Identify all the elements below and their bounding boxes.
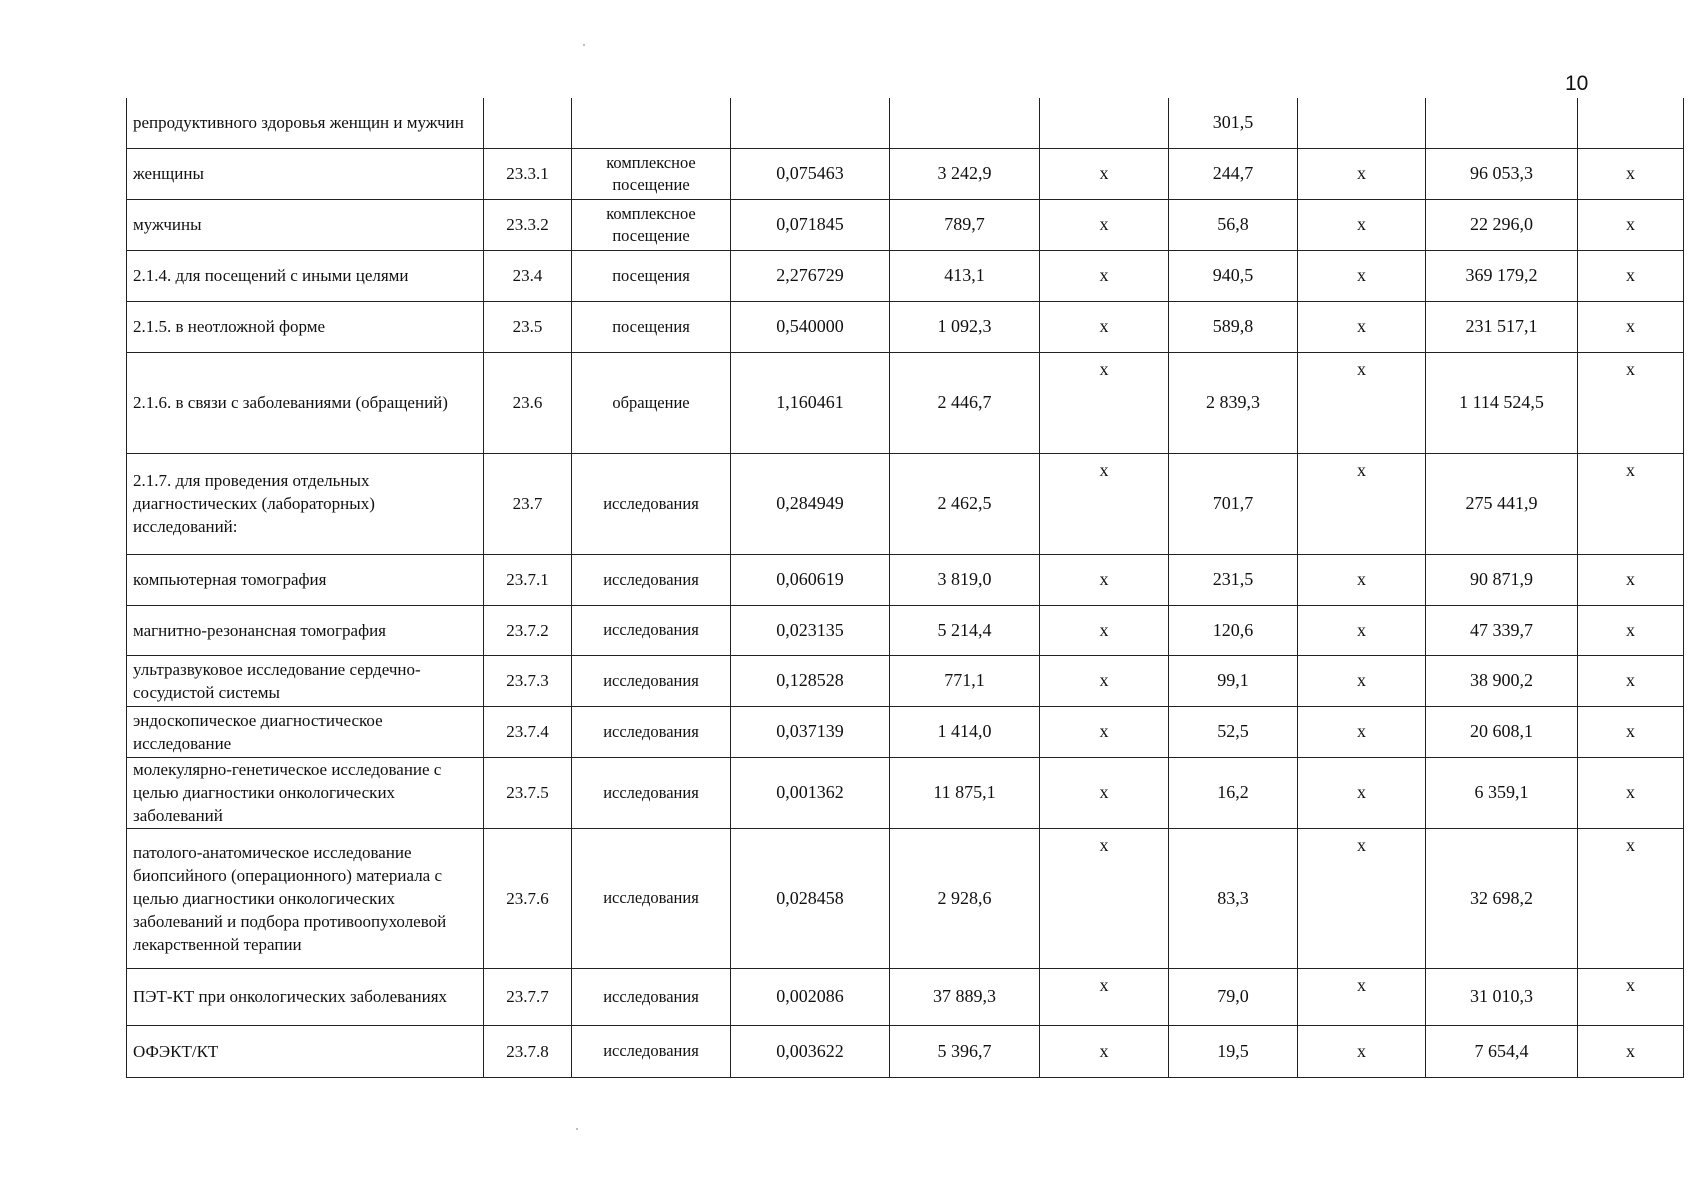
row-total: 275 441,9 xyxy=(1426,453,1578,554)
row-code: 23.6 xyxy=(484,352,572,453)
row-x3: х xyxy=(1578,706,1684,757)
row-code: 23.3.2 xyxy=(484,199,572,250)
table-row xyxy=(127,605,1684,655)
row-value: 2 839,3 xyxy=(1169,352,1298,453)
page-number: 10 xyxy=(1565,72,1589,95)
row-name: эндоскопическое диагностическое исследование xyxy=(127,706,484,757)
row-x1: х xyxy=(1040,250,1169,301)
row-cost: 2 446,7 xyxy=(890,352,1040,453)
row-total: 38 900,2 xyxy=(1426,655,1578,706)
row-x3 xyxy=(1578,98,1684,148)
row-value: 52,5 xyxy=(1169,706,1298,757)
table-row xyxy=(127,301,1684,352)
row-unit: исследования xyxy=(572,554,731,605)
row-cost: 413,1 xyxy=(890,250,1040,301)
row-norm: 0,037139 xyxy=(731,706,890,757)
row-x1: х xyxy=(1040,352,1169,453)
row-value: 99,1 xyxy=(1169,655,1298,706)
row-unit: исследования xyxy=(572,968,731,1025)
row-x1: х xyxy=(1040,301,1169,352)
row-total: 96 053,3 xyxy=(1426,148,1578,199)
row-x2: х xyxy=(1298,148,1426,199)
table-row xyxy=(127,655,1684,706)
row-unit xyxy=(572,98,731,148)
row-cost: 1 414,0 xyxy=(890,706,1040,757)
row-x3: х xyxy=(1578,352,1684,453)
row-unit: комплексное посещение xyxy=(572,148,731,199)
row-x3: х xyxy=(1578,554,1684,605)
row-total: 231 517,1 xyxy=(1426,301,1578,352)
row-total: 90 871,9 xyxy=(1426,554,1578,605)
row-value: 120,6 xyxy=(1169,605,1298,655)
row-x3: х xyxy=(1578,250,1684,301)
row-norm: 0,071845 xyxy=(731,199,890,250)
table-row xyxy=(127,706,1684,757)
row-unit: исследования xyxy=(572,757,731,828)
row-name: женщины xyxy=(127,148,484,199)
row-value: 301,5 xyxy=(1169,98,1298,148)
row-cost: 2 462,5 xyxy=(890,453,1040,554)
row-x2: х xyxy=(1298,1025,1426,1077)
row-norm: 0,128528 xyxy=(731,655,890,706)
row-norm: 0,060619 xyxy=(731,554,890,605)
row-x3: х xyxy=(1578,199,1684,250)
row-name: компьютерная томография xyxy=(127,554,484,605)
row-code: 23.7.8 xyxy=(484,1025,572,1077)
row-norm: 0,028458 xyxy=(731,828,890,968)
row-cost: 11 875,1 xyxy=(890,757,1040,828)
row-name: 2.1.7. для проведения отдельных диагностических (лабораторных) исследований: xyxy=(127,453,484,554)
row-name: ультразвуковое исследование сердечно-сосудистой системы xyxy=(127,655,484,706)
table-row xyxy=(127,1025,1684,1077)
row-x2: х xyxy=(1298,199,1426,250)
row-x3: х xyxy=(1578,453,1684,554)
row-value: 79,0 xyxy=(1169,968,1298,1025)
row-x1: х xyxy=(1040,453,1169,554)
table-row xyxy=(127,968,1684,1025)
row-norm: 0,540000 xyxy=(731,301,890,352)
row-norm: 2,276729 xyxy=(731,250,890,301)
row-x3: х xyxy=(1578,605,1684,655)
row-x1: х xyxy=(1040,828,1169,968)
row-code xyxy=(484,98,572,148)
row-x1: х xyxy=(1040,968,1169,1025)
row-cost: 37 889,3 xyxy=(890,968,1040,1025)
row-x3: х xyxy=(1578,655,1684,706)
row-code: 23.7.6 xyxy=(484,828,572,968)
row-code: 23.7.3 xyxy=(484,655,572,706)
row-value: 589,8 xyxy=(1169,301,1298,352)
row-total: 7 654,4 xyxy=(1426,1025,1578,1077)
row-value: 19,5 xyxy=(1169,1025,1298,1077)
row-unit: исследования xyxy=(572,828,731,968)
row-total: 32 698,2 xyxy=(1426,828,1578,968)
row-cost: 789,7 xyxy=(890,199,1040,250)
row-x1: х xyxy=(1040,605,1169,655)
row-unit: исследования xyxy=(572,1025,731,1077)
row-total xyxy=(1426,98,1578,148)
row-unit: исследования xyxy=(572,655,731,706)
table-row xyxy=(127,554,1684,605)
table-row xyxy=(127,98,1684,148)
row-cost: 5 214,4 xyxy=(890,605,1040,655)
row-unit: посещения xyxy=(572,301,731,352)
row-x2: х xyxy=(1298,968,1426,1025)
row-cost xyxy=(890,98,1040,148)
row-total: 6 359,1 xyxy=(1426,757,1578,828)
row-name: мужчины xyxy=(127,199,484,250)
row-code: 23.5 xyxy=(484,301,572,352)
tariff-table xyxy=(126,98,1684,1078)
row-name: магнитно-резонансная томография xyxy=(127,605,484,655)
table-body xyxy=(127,98,1684,1077)
row-total: 22 296,0 xyxy=(1426,199,1578,250)
row-x1: х xyxy=(1040,199,1169,250)
row-x1: х xyxy=(1040,757,1169,828)
row-name: репродуктивного здоровья женщин и мужчин xyxy=(127,98,484,148)
row-total: 1 114 524,5 xyxy=(1426,352,1578,453)
row-norm: 0,001362 xyxy=(731,757,890,828)
row-x3: х xyxy=(1578,968,1684,1025)
scan-speck xyxy=(583,44,585,46)
row-code: 23.4 xyxy=(484,250,572,301)
row-code: 23.7.2 xyxy=(484,605,572,655)
row-x2: х xyxy=(1298,706,1426,757)
row-x1: х xyxy=(1040,1025,1169,1077)
table-row xyxy=(127,199,1684,250)
row-total: 20 608,1 xyxy=(1426,706,1578,757)
row-name: 2.1.6. в связи с заболеваниями (обращений) xyxy=(127,352,484,453)
row-x3: х xyxy=(1578,1025,1684,1077)
row-value: 231,5 xyxy=(1169,554,1298,605)
row-x1: х xyxy=(1040,554,1169,605)
row-x3: х xyxy=(1578,148,1684,199)
row-value: 940,5 xyxy=(1169,250,1298,301)
row-unit: посещения xyxy=(572,250,731,301)
table-row xyxy=(127,453,1684,554)
row-x2: х xyxy=(1298,554,1426,605)
table-row xyxy=(127,250,1684,301)
row-unit: исследования xyxy=(572,605,731,655)
row-total: 369 179,2 xyxy=(1426,250,1578,301)
row-unit: исследования xyxy=(572,706,731,757)
row-unit: обращение xyxy=(572,352,731,453)
row-norm: 1,160461 xyxy=(731,352,890,453)
row-x2: х xyxy=(1298,352,1426,453)
row-code: 23.7.4 xyxy=(484,706,572,757)
row-cost: 771,1 xyxy=(890,655,1040,706)
row-code: 23.7 xyxy=(484,453,572,554)
row-x1: х xyxy=(1040,655,1169,706)
row-value: 56,8 xyxy=(1169,199,1298,250)
row-code: 23.7.7 xyxy=(484,968,572,1025)
table-row xyxy=(127,352,1684,453)
row-unit: комплексное посещение xyxy=(572,199,731,250)
row-code: 23.7.5 xyxy=(484,757,572,828)
row-cost: 3 819,0 xyxy=(890,554,1040,605)
row-code: 23.7.1 xyxy=(484,554,572,605)
row-x1: х xyxy=(1040,706,1169,757)
row-x2: х xyxy=(1298,828,1426,968)
row-value: 16,2 xyxy=(1169,757,1298,828)
row-x2: х xyxy=(1298,250,1426,301)
table-row xyxy=(127,148,1684,199)
scan-speck xyxy=(576,1128,578,1130)
row-value: 83,3 xyxy=(1169,828,1298,968)
row-x3: х xyxy=(1578,828,1684,968)
row-x1 xyxy=(1040,98,1169,148)
row-name: молекулярно-генетическое исследование с целью диагностики онкологических заболеваний xyxy=(127,757,484,828)
row-cost: 3 242,9 xyxy=(890,148,1040,199)
row-norm: 0,003622 xyxy=(731,1025,890,1077)
row-name: ПЭТ-КТ при онкологических заболеваниях xyxy=(127,968,484,1025)
row-name: 2.1.4. для посещений с иными целями xyxy=(127,250,484,301)
row-x2: х xyxy=(1298,757,1426,828)
row-norm: 0,075463 xyxy=(731,148,890,199)
row-cost: 2 928,6 xyxy=(890,828,1040,968)
row-x3: х xyxy=(1578,301,1684,352)
row-total: 31 010,3 xyxy=(1426,968,1578,1025)
row-x3: х xyxy=(1578,757,1684,828)
row-unit: исследования xyxy=(572,453,731,554)
row-cost: 5 396,7 xyxy=(890,1025,1040,1077)
row-norm: 0,002086 xyxy=(731,968,890,1025)
row-code: 23.3.1 xyxy=(484,148,572,199)
row-x2: х xyxy=(1298,655,1426,706)
row-total: 47 339,7 xyxy=(1426,605,1578,655)
row-norm: 0,023135 xyxy=(731,605,890,655)
row-name: патолого-анатомическое исследование биопсийного (операционного) материала с целью диагностики онкологических заболеваний и подбора противоопухолевой лекарственной терапии xyxy=(127,828,484,968)
row-x2 xyxy=(1298,98,1426,148)
row-value: 244,7 xyxy=(1169,148,1298,199)
row-x2: х xyxy=(1298,301,1426,352)
row-name: ОФЭКТ/КТ xyxy=(127,1025,484,1077)
row-norm: 0,284949 xyxy=(731,453,890,554)
row-x2: х xyxy=(1298,605,1426,655)
row-value: 701,7 xyxy=(1169,453,1298,554)
table-row xyxy=(127,757,1684,828)
row-cost: 1 092,3 xyxy=(890,301,1040,352)
row-norm xyxy=(731,98,890,148)
row-x2: х xyxy=(1298,453,1426,554)
table-row xyxy=(127,828,1684,968)
row-x1: х xyxy=(1040,148,1169,199)
row-name: 2.1.5. в неотложной форме xyxy=(127,301,484,352)
